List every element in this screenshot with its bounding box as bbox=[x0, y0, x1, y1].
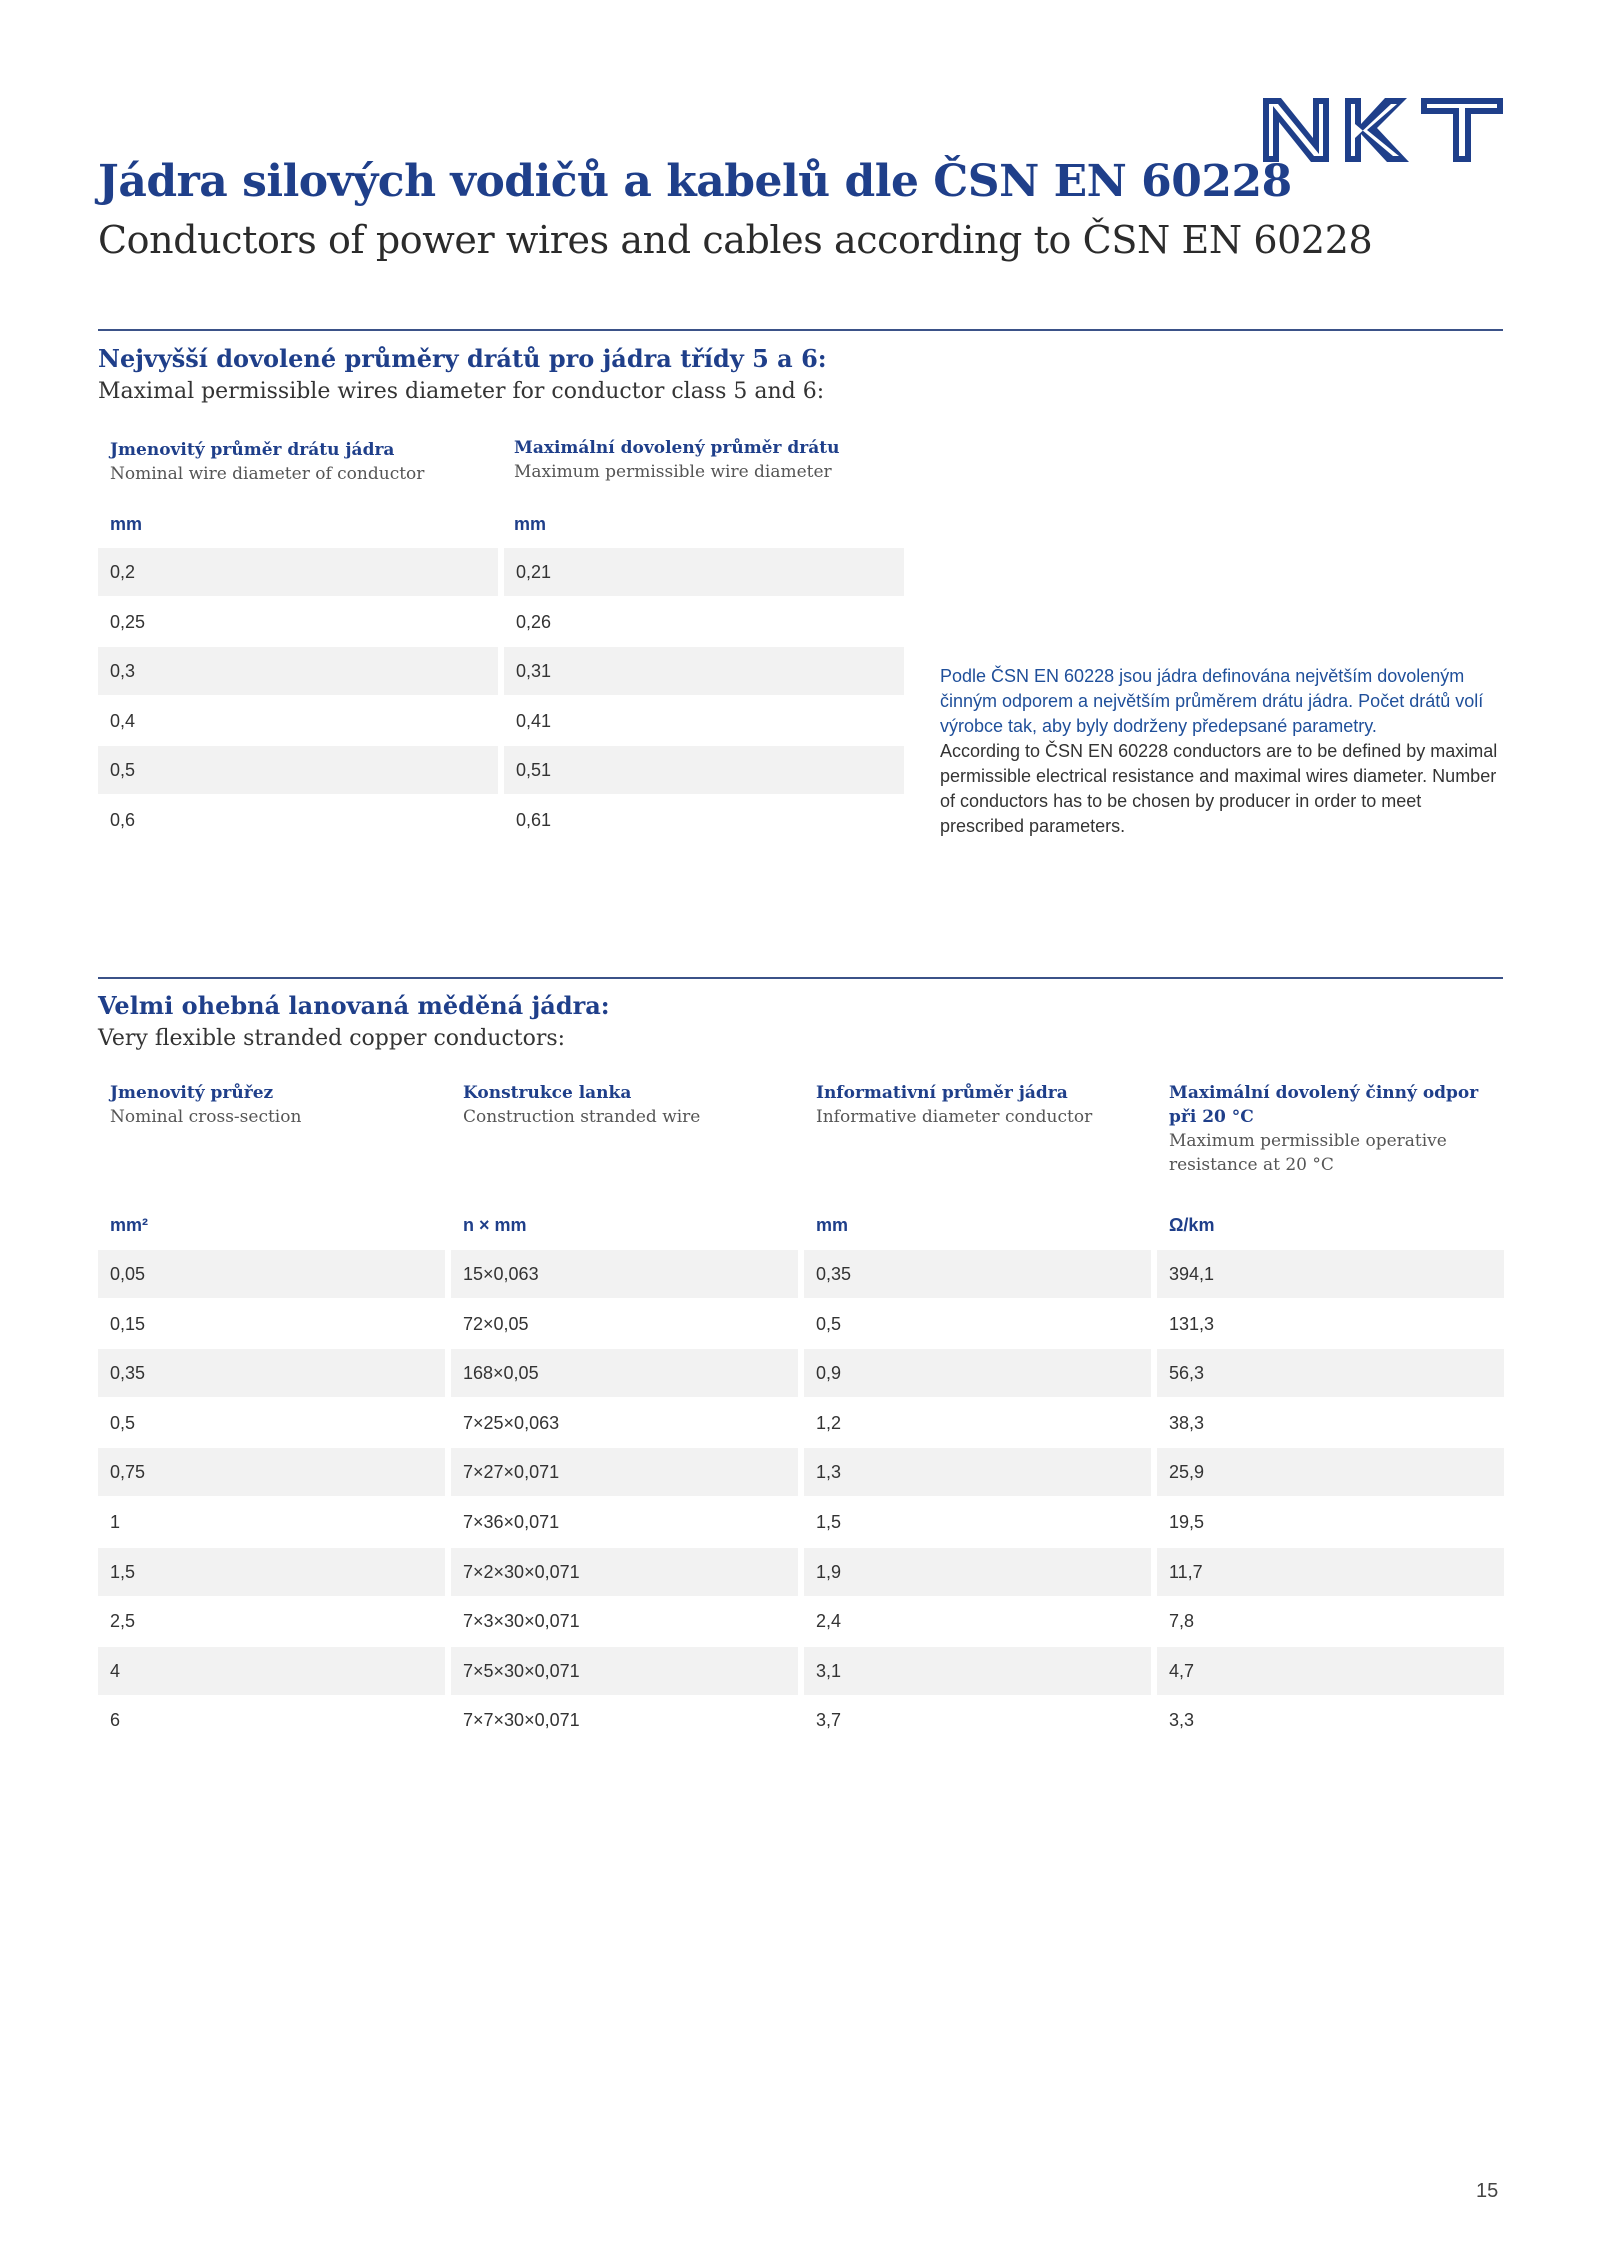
s2-table-cell: 7×7×30×0,071 bbox=[463, 1710, 580, 1731]
s2-table-cell: 25,9 bbox=[1157, 1448, 1504, 1496]
page-number: 15 bbox=[1476, 2180, 1499, 2202]
s2-table-cell: 1 bbox=[110, 1512, 121, 1532]
s1-table-cell: 0,51 bbox=[504, 746, 904, 794]
s2-col4-header-en: Maximum permissible operative resistance at 20 °C bbox=[1169, 1131, 1447, 1175]
s1-col1-header bbox=[110, 438, 424, 486]
s2-col2-header-cz: Konstrukce lanka bbox=[463, 1083, 632, 1103]
page-subtitle: Conductors of power wires and cables according to ČSN EN 60228 bbox=[98, 218, 1373, 262]
s2-table-cell: 2,5 bbox=[110, 1611, 136, 1632]
s2-col3-unit: mm bbox=[816, 1215, 849, 1235]
s2-table-cell: 3,1 bbox=[804, 1647, 1151, 1695]
s2-col2-header-en: Construction stranded wire bbox=[463, 1107, 701, 1127]
s2-table-cell: 56,3 bbox=[1157, 1349, 1504, 1397]
s1-table-cell: 0,31 bbox=[504, 647, 904, 695]
s2-table-cell: 15×0,063 bbox=[451, 1250, 798, 1298]
section2-heading: Velmi ohebná lanovaná měděná jádra: bbox=[98, 991, 610, 1020]
s2-table-cell: 2,4 bbox=[816, 1611, 842, 1632]
s2-col1-header bbox=[110, 1081, 440, 1129]
s2-table-cell: 4,7 bbox=[1157, 1647, 1504, 1695]
s1-table-cell: 0,26 bbox=[516, 611, 552, 632]
standard-note-en: According to ČSN EN 60228 conductors are to be defined by maximal permissible electrical resistance and maximal wires diameter. Number of conductors has to be chosen by producer in order to meet prescribed parameters. bbox=[940, 741, 1498, 836]
s2-col3-header-cz: Informativní průměr jádra bbox=[816, 1083, 1068, 1103]
s2-table-cell: 0,5 bbox=[816, 1313, 842, 1334]
s2-table-cell: 11,7 bbox=[1157, 1548, 1504, 1596]
s2-col1-unit: mm² bbox=[110, 1215, 149, 1235]
s2-table-cell: 131,3 bbox=[1169, 1313, 1215, 1334]
s2-table-cell: 1,9 bbox=[804, 1548, 1151, 1596]
s2-table-cell: 4 bbox=[98, 1647, 445, 1695]
s2-table-cell: 19,5 bbox=[1169, 1512, 1205, 1532]
s1-table-cell: 0,3 bbox=[98, 647, 498, 695]
s2-col4-unit: Ω/km bbox=[1169, 1215, 1215, 1235]
s1-col2-header bbox=[514, 436, 839, 484]
s2-col2-unit: n × mm bbox=[463, 1215, 527, 1235]
s2-col3-header bbox=[816, 1081, 1146, 1129]
s2-table-cell: 0,15 bbox=[110, 1313, 146, 1334]
section2-divider bbox=[98, 977, 1503, 979]
s2-col2-header bbox=[463, 1081, 793, 1129]
s1-table-cell: 0,2 bbox=[98, 548, 498, 596]
s1-col1-header-en: Nominal wire diameter of conductor bbox=[110, 464, 425, 484]
s2-table-cell: 0,05 bbox=[98, 1250, 445, 1298]
s2-table-cell: 6 bbox=[110, 1710, 121, 1731]
s2-table-cell: 0,35 bbox=[804, 1250, 1151, 1298]
s1-table-cell: 0,6 bbox=[110, 810, 136, 830]
s2-table-cell: 3,7 bbox=[816, 1710, 842, 1731]
s2-table-cell: 7×25×0,063 bbox=[463, 1412, 560, 1433]
s2-table-cell: 394,1 bbox=[1157, 1250, 1504, 1298]
standard-note-cz: Podle ČSN EN 60228 jsou jádra definována největším dovoleným činným odporem a největším průměrem drátu jádra. Počet drátů volí výrobce tak, aby byly dodrženy předepsané parametry. bbox=[940, 666, 1484, 736]
s2-table-cell: 1,5 bbox=[816, 1512, 842, 1532]
nkt-logo bbox=[1263, 98, 1503, 162]
standard-note bbox=[940, 664, 1510, 839]
s2-table-cell: 38,3 bbox=[1169, 1412, 1205, 1433]
s1-col2-header-cz: Maximální dovolený průměr drátu bbox=[514, 438, 840, 458]
s2-table-cell: 7×27×0,071 bbox=[451, 1448, 798, 1496]
section2-subheading: Very flexible stranded copper conductors: bbox=[98, 1026, 566, 1051]
s2-col3-header-en: Informative diameter conductor bbox=[816, 1107, 1093, 1127]
section1-heading: Nejvyšší dovolené průměry drátů pro jádra třídy 5 a 6: bbox=[98, 344, 827, 373]
s1-col2-header-en: Maximum permissible wire diameter bbox=[514, 462, 832, 482]
s2-table-cell: 168×0,05 bbox=[451, 1349, 798, 1397]
s1-table-cell: 0,25 bbox=[110, 611, 146, 632]
s2-table-cell: 7×2×30×0,071 bbox=[451, 1548, 798, 1596]
s2-table-cell: 7×36×0,071 bbox=[463, 1512, 560, 1532]
s2-table-cell: 7×5×30×0,071 bbox=[451, 1647, 798, 1695]
s2-table-cell: 1,2 bbox=[816, 1412, 842, 1433]
s2-table-cell: 0,9 bbox=[804, 1349, 1151, 1397]
s1-table-cell: 0,61 bbox=[516, 810, 552, 830]
s2-col4-header bbox=[1169, 1081, 1499, 1177]
s1-table-cell: 0,5 bbox=[98, 746, 498, 794]
s2-col4-header-cz: Maximální dovolený činný odpor při 20 °C bbox=[1169, 1083, 1479, 1127]
s1-table-cell: 0,21 bbox=[504, 548, 904, 596]
s2-table-cell: 3,3 bbox=[1169, 1710, 1195, 1731]
s2-table-cell: 0,75 bbox=[98, 1448, 445, 1496]
s1-col2-unit: mm bbox=[514, 514, 547, 534]
s2-col1-header-en: Nominal cross-section bbox=[110, 1107, 302, 1127]
s2-table-cell: 0,5 bbox=[110, 1412, 136, 1433]
s2-table-cell: 1,3 bbox=[804, 1448, 1151, 1496]
s2-table-cell: 7×3×30×0,071 bbox=[463, 1611, 580, 1632]
section1-subheading: Maximal permissible wires diameter for conductor class 5 and 6: bbox=[98, 379, 825, 404]
s1-col1-header-cz: Jmenovitý průměr drátu jádra bbox=[110, 440, 395, 460]
s1-table-cell: 0,4 bbox=[110, 710, 136, 731]
s2-table-cell: 72×0,05 bbox=[463, 1313, 529, 1334]
page-title: Jádra silových vodičů a kabelů dle ČSN EN 60228 bbox=[98, 156, 1292, 207]
s1-col1-unit: mm bbox=[110, 514, 143, 534]
s1-table-cell: 0,41 bbox=[516, 710, 552, 731]
s2-table-cell: 0,35 bbox=[98, 1349, 445, 1397]
section1-divider bbox=[98, 329, 1503, 331]
s2-table-cell: 1,5 bbox=[98, 1548, 445, 1596]
s2-col1-header-cz: Jmenovitý průřez bbox=[110, 1083, 274, 1103]
s2-table-cell: 7,8 bbox=[1169, 1611, 1195, 1632]
